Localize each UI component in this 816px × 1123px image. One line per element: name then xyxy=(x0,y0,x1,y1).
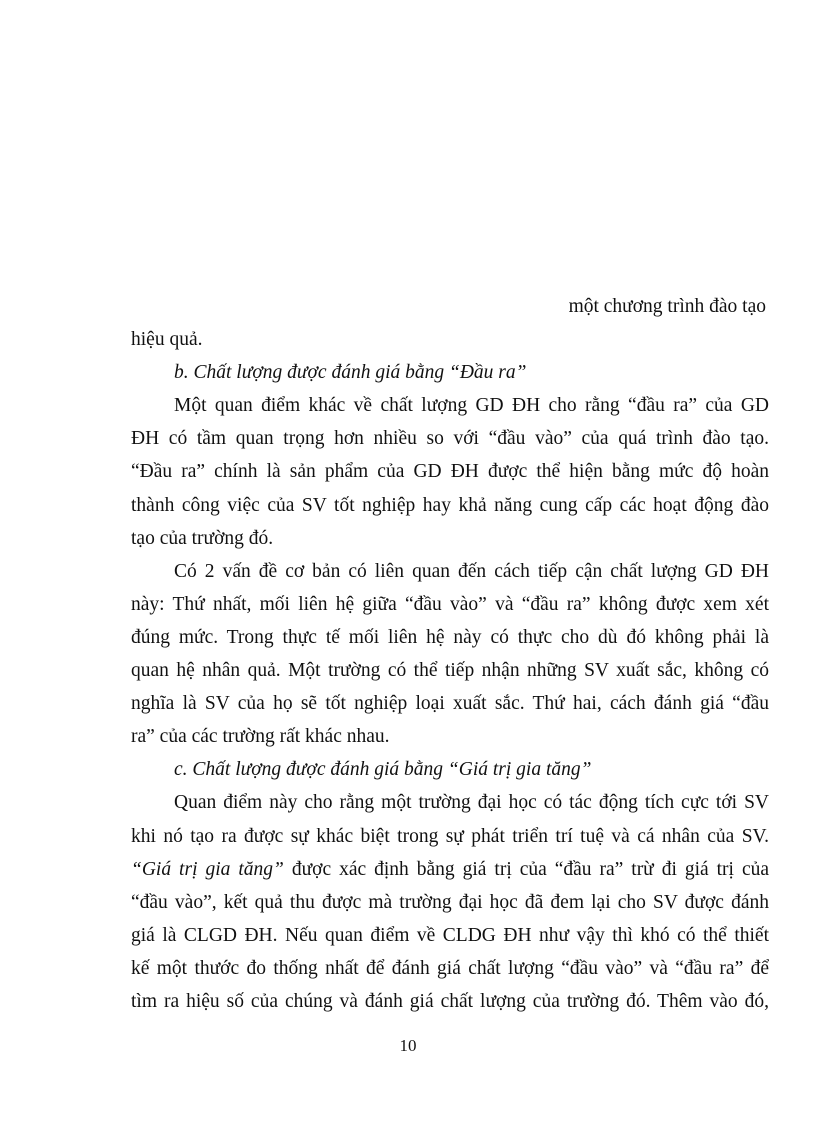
text-line-mixed xyxy=(131,853,769,886)
text-line: kế một thước đo thống nhất để đánh giá chất lượng “đầu vào” và “đầu ra” để xyxy=(131,957,769,979)
text-line: khi nó tạo ra được sự khác biệt trong sự phát triển trí tuệ và cá nhân của SV. xyxy=(131,825,769,847)
text-line: “đầu vào”, kết quả thu được mà trường đại học đã đem lại cho SV được đánh xyxy=(131,891,769,913)
text-line: tạo của trường đó. xyxy=(131,527,274,549)
text-line: Quan điểm này cho rằng một trường đại học có tác động tích cực tới SV xyxy=(174,792,769,814)
text-line: Có 2 vấn đề cơ bản có liên quan đến cách tiếp cận chất lượng GD ĐH xyxy=(174,560,769,582)
text-span: được xác định bằng giá trị của “đầu ra” trừ đi giá trị của xyxy=(283,858,770,880)
text-line: ra” của các trường rất khác nhau. xyxy=(131,726,390,748)
text-line: quan hệ nhân quả. Một trường có thể tiếp nhận những SV xuất sắc, không có xyxy=(131,660,769,682)
section-heading-c: c. Chất lượng được đánh giá bằng “Giá trị gia tăng” xyxy=(174,759,592,781)
text-line: nghĩa là SV của họ sẽ tốt nghiệp loại xuất sắc. Thứ hai, cách đánh giá “đầu xyxy=(131,693,769,715)
text-line: đúng mức. Trong thực tế mối liên hệ này có thực cho dù đó không phải là xyxy=(131,626,769,648)
text-line: một chương trình đào tạo xyxy=(568,296,766,317)
section-heading-b: b. Chất lượng được đánh giá bằng “Đầu ra” xyxy=(174,362,527,384)
italic-term: “Giá trị gia tăng” xyxy=(131,858,284,880)
text-line: này: Thứ nhất, mối liên hệ giữa “đầu vào” và “đầu ra” không được xem xét xyxy=(131,593,769,615)
page-body xyxy=(131,290,769,1018)
text-line: thành công việc của SV tốt nghiệp hay khả năng cung cấp các hoạt động đào xyxy=(131,494,769,516)
text-line: Một quan điểm khác về chất lượng GD ĐH cho rằng “đầu ra” của GD xyxy=(174,395,769,417)
text-line: ĐH có tầm quan trọng hơn nhiều so với “đầu vào” của quá trình đào tạo. xyxy=(131,428,769,450)
text-line: giá là CLGD ĐH. Nếu quan điểm về CLDG ĐH như vậy thì khó có thể thiết xyxy=(131,924,769,946)
text-line: tìm ra hiệu số của chúng và đánh giá chất lượng của trường đó. Thêm vào đó, xyxy=(131,990,769,1012)
text-line: hiệu quả. xyxy=(131,329,203,351)
page-number: 10 xyxy=(399,1036,417,1055)
text-line: “Đầu ra” chính là sản phẩm của GD ĐH được thể hiện bằng mức độ hoàn xyxy=(131,461,769,483)
